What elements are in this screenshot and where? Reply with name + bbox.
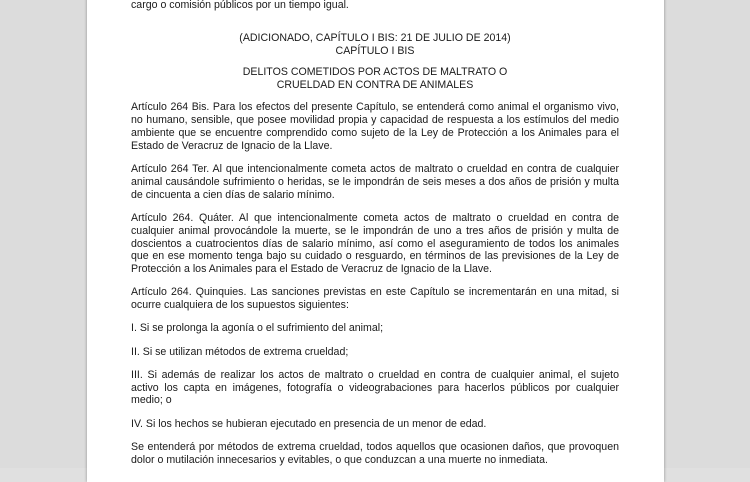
- clause-iv: IV. Si los hechos se hubieran ejecutado en presencia de un menor de edad.: [131, 417, 487, 430]
- article-264-ter: Artículo 264 Ter. Al que intencionalmente cometa actos de maltrato o crueldad en contra de cualquier animal causándole sufrimiento o heridas, se le impondrán de seis meses a dos años de prisión y multa de cincuenta a cien días de salario mínimo.: [131, 162, 619, 201]
- chapter-title-line-2: CRUELDAD EN CONTRA DE ANIMALES: [276, 78, 474, 91]
- definition-paragraph: Se entenderá por métodos de extrema crueldad, todos aquellos que ocasionen daños, que provoquen dolor o mutilación innecesarios y evitables, o que conduzcan a una muerte no inmediata.: [131, 440, 619, 466]
- article-264-bis: Artículo 264 Bis. Para los efectos del presente Capítulo, se entenderá como animal el organismo vivo, no humano, sensible, que posee movilidad propia y capacidad de respuesta a los estímulos del medio ambiente que se encuentre comprendido como sujeto de la Ley de Protección a los Animales para el Estado de Veracruz de Ignacio de la Llave.: [131, 101, 619, 152]
- articles-body: [131, 101, 619, 477]
- chapter-label: CAPÍTULO I BIS: [335, 44, 415, 57]
- chapter-title-line-1: DELITOS COMETIDOS POR ACTOS DE MALTRATO O: [242, 66, 508, 78]
- header-added: (ADICIONADO, CAPÍTULO I BIS: 21 DE JULIO DE 2014): [239, 32, 511, 44]
- chapter-title: [131, 66, 619, 92]
- top-line: cargo o comisión públicos por un tiempo igual.: [131, 0, 349, 11]
- article-264-quinquies: Artículo 264. Quinquies. Las sanciones previstas en este Capítulo se incrementarán en una mitad, si ocurre cualquiera de los supuestos siguientes:: [131, 286, 619, 312]
- article-264-quater: Artículo 264. Quáter. Al que intencionalmente cometa actos de maltrato o crueldad en contra de cualquier animal provocándole la muerte, se le impondrán de uno a tres años de prisión y multa de doscientos a cuatrocientos días de salario mínimo, así como el aseguramiento de todos los animales que en ese momento tenga bajo su cuidado o resguardo, en términos de las previsiones de la Ley de Protección a los Animales para el Estado de Veracruz de Ignacio de la Llave.: [131, 211, 619, 276]
- clause-i: I. Si se prolonga la agonía o el sufrimiento del animal;: [131, 322, 384, 335]
- document-page: [87, 0, 664, 482]
- clause-ii: II. Si se utilizan métodos de extrema crueldad;: [131, 345, 349, 358]
- section-header: [131, 32, 619, 58]
- clause-iii: III. Si además de realizar los actos de maltrato o crueldad en contra de cualquier animal, el sujeto activo los capta en imágenes, fotografía o videograbaciones para hacerlos públicos por cualquier medio; o: [131, 368, 619, 407]
